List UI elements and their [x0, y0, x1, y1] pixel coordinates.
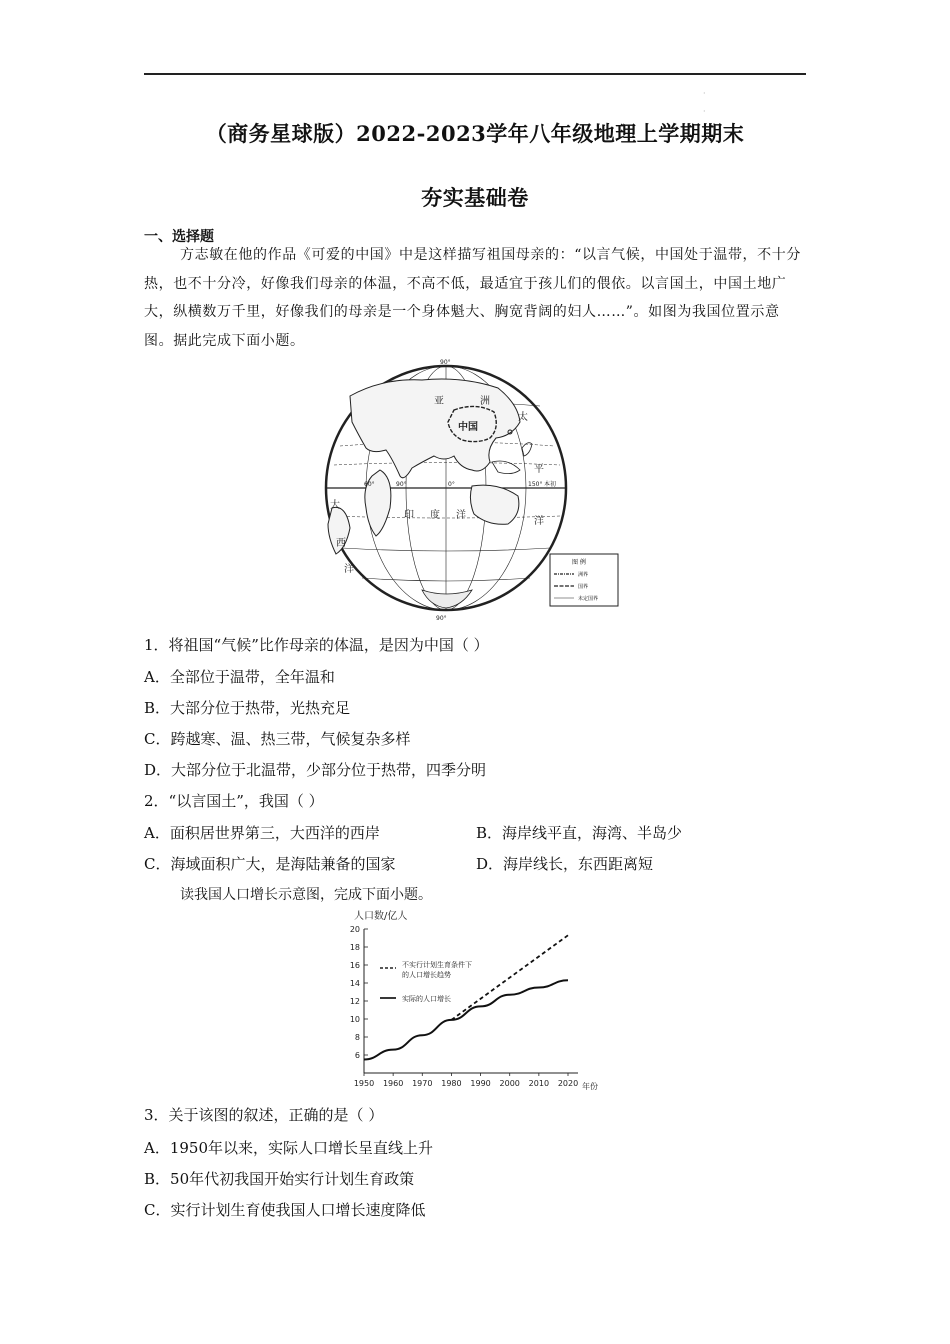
legend-solid-label: 实际的人口增长 [402, 995, 451, 1003]
question-1-option-b[interactable]: B．大部分位于热带，光热充足 [144, 699, 351, 717]
y-tick-label: 18 [349, 943, 360, 952]
label-lat-0: 0° [448, 481, 455, 488]
question-2-option-d[interactable]: D．海岸线长，东西距离短 [476, 855, 654, 873]
label-indian-1: 印 [404, 510, 414, 521]
x-tick-label: 2020 [557, 1079, 579, 1088]
x-tick-label: 1970 [412, 1079, 433, 1088]
label-lon-60: 60° [364, 481, 375, 488]
y-tick-label: 6 [354, 1051, 360, 1060]
y-tick-label: 14 [349, 979, 360, 988]
label-lat-90n: 90° [440, 359, 451, 366]
legend-item-2: 国界 [578, 584, 589, 590]
label-china: 中国 [458, 422, 478, 433]
label-atlantic-3: 洋 [344, 564, 354, 575]
margin-dots: · · [703, 89, 706, 116]
legend-title: 图 例 [572, 559, 586, 566]
y-tick-label: 8 [354, 1033, 360, 1042]
label-lon-90: 90° [396, 481, 407, 488]
question-3-stem: 3．关于该图的叙述，正确的是（ ） [144, 1106, 384, 1124]
question-3-option-b[interactable]: B．50年代初我国开始实行计划生育政策 [144, 1170, 415, 1188]
page-title-line1: （商务星球版）2022-2023学年八年级地理上学期期末 [205, 121, 745, 146]
header-rule [144, 73, 806, 75]
x-tick-label: 2000 [499, 1079, 520, 1088]
population-growth-chart [340, 905, 610, 1095]
series-line-no-policy [451, 935, 568, 1020]
label-lat-90s: 90° [436, 615, 447, 622]
label-meridian: 本初 [544, 481, 557, 488]
label-atlantic-1: 大 [330, 500, 340, 511]
y-tick-label: 20 [349, 925, 360, 934]
question-3-option-c[interactable]: C．实行计划生育使我国人口增长速度降低 [144, 1201, 426, 1219]
label-asia-1: 亚 [434, 396, 444, 407]
y-tick-label: 12 [349, 997, 360, 1006]
x-tick-label: 1980 [441, 1079, 462, 1088]
question-2-stem: 2．“以言国土”，我国（ ） [144, 792, 324, 810]
x-tick-label: 1960 [382, 1079, 404, 1088]
label-indian-3: 洋 [456, 510, 466, 521]
question-2-option-a[interactable]: A．面积居世界第三，大西洋的西岸 [144, 824, 380, 842]
y-tick-label: 16 [349, 961, 360, 970]
page-title-line2: 夯实基础卷 [421, 185, 529, 210]
question-1-option-c[interactable]: C．跨越寒、温、热三带，气候复杂多样 [144, 730, 411, 748]
chart-xlabel: 年份 [582, 1082, 598, 1091]
label-asia-2: 洲 [480, 396, 490, 407]
question-1-option-d[interactable]: D．大部分位于北温带，少部分位于热带，四季分明 [144, 761, 487, 779]
y-tick-label: 10 [349, 1015, 360, 1024]
series-line-actual [364, 980, 568, 1059]
question-1-option-a[interactable]: A．全部位于温带，全年温和 [144, 668, 335, 686]
label-atlantic-2: 西 [336, 538, 346, 549]
x-tick-label: 2010 [528, 1079, 550, 1088]
chart-ylabel: 人口数/亿人 [354, 911, 408, 922]
china-location-map [322, 358, 622, 622]
label-lon-150: 150° [528, 481, 543, 488]
legend-dashed-label-1: 不实行计划生育条件下 [402, 961, 472, 969]
label-pacific-2: 平 [534, 464, 544, 475]
label-pacific-1: 太 [518, 412, 528, 423]
legend-item-1: 洲界 [578, 572, 589, 578]
legend-dashed-label-2: 的人口增长趋势 [402, 971, 451, 979]
map-legend [550, 554, 618, 606]
question-3-option-a[interactable]: A．1950年以来，实际人口增长呈直线上升 [144, 1139, 434, 1157]
legend-item-3: 未定国界 [578, 596, 599, 602]
label-indian-2: 度 [430, 510, 440, 521]
passage-1: 方志敏在他的作品《可爱的中国》中是这样描写祖国母亲的：“以言气候，中国处于温带，不十分热，也不十分冷，好像我们母亲的体温，不高不低，最适宜于孩儿们的偎依。以言国土，中国土地广大，纵横数万千里，好像我们的母亲是一个身体魁大、胸宽背阔的妇人……”。如图为我国位置示意图。据此完成下面小题。 [144, 247, 801, 349]
x-tick-label: 1990 [470, 1079, 491, 1088]
passage-2: 读我国人口增长示意图，完成下面小题。 [180, 887, 432, 903]
question-2-option-c[interactable]: C．海域面积广大，是海陆兼备的国家 [144, 855, 396, 873]
label-pacific-3: 洋 [534, 516, 544, 527]
question-2-option-b[interactable]: B．海岸线平直，海湾、半岛少 [476, 824, 683, 842]
question-1-stem: 1．将祖国“气候”比作母亲的体温，是因为中国（ ） [144, 636, 489, 654]
section-heading: 一、选择题 [144, 229, 214, 245]
x-tick-label: 1950 [353, 1079, 375, 1088]
